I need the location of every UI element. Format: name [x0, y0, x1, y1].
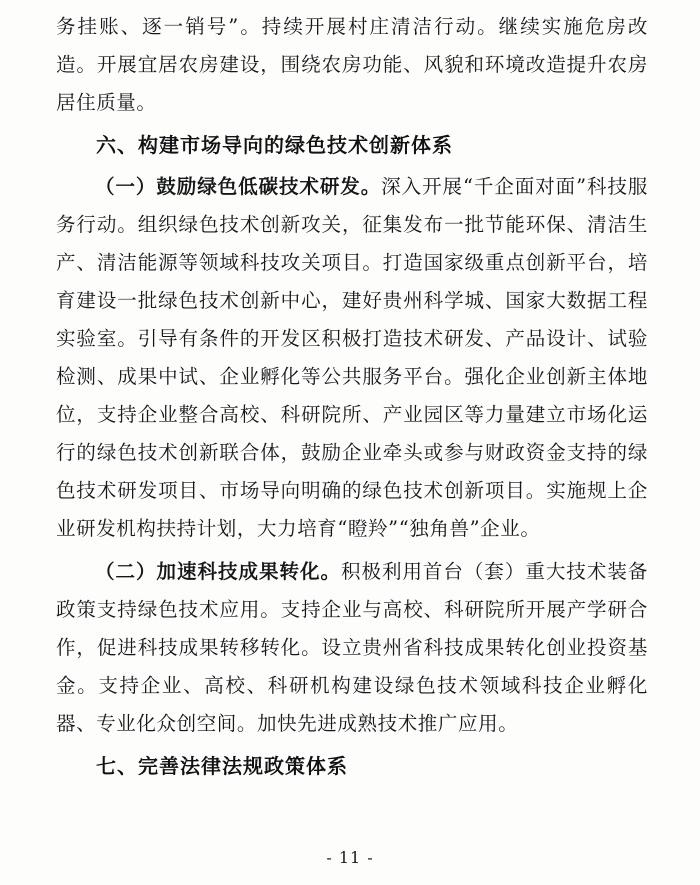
paragraph-item-two: [56, 553, 648, 743]
paragraph-item-one: [56, 168, 648, 548]
section-heading-seven: 七、完善法律法规政策体系: [96, 754, 348, 778]
paragraph-item-two-text: 积极利用首台（套）重大技术装备政策支持绿色技术应用。支持企业与高校、科研院所开展产学研合作，促进科技成果转移转化。设立贵州省科技成果转化创业投资基金。支持企业、高校、科研机构建设绿色技术领域科技企业孵化器、专业化众创空间。加快先进成熟技术推广应用。: [56, 560, 648, 735]
section-heading-six: 六、构建市场导向的绿色技术创新体系: [96, 133, 453, 157]
paragraph-item-two-lead: （二）加速科技成果转化。: [95, 560, 341, 583]
paragraph-item-one-lead: （一）鼓励绿色低碳技术研发。: [95, 175, 382, 198]
paragraph-item-one-text: 深入开展“千企面对面”科技服务行动。组织绿色技术创新攻关，征集发布一批节能环保、清洁生产、清洁能源等领域科技攻关项目。打造国家级重点创新平台，培育建设一批绿色技术创新中心，建好贵州科学城、国家大数据工程实验室。引导有条件的开发区积极打造技术研发、产品设计、试验检测、成果中试、企业孵化等公共服务平台。强化企业创新主体地位，支持企业整合高校、科研院所、产业园区等力量建立市场化运行的绿色技术创新联合体，鼓励企业牵头或参与财政资金支持的绿色技术研发项目、市场导向明确的绿色技术创新项目。实施规上企业研发机构扶持计划，大力培育“瞪羚”“独角兽”企业。: [56, 175, 648, 540]
page-number: - 11 -: [326, 848, 374, 867]
document-body: [56, 8, 648, 786]
paragraph-continued-top: 务挂账、逐一销号”。持续开展村庄清洁行动。继续实施危房改造。开展宜居农房建设，围绕农房功能、风貌和环境改造提升农房居住质量。: [56, 15, 648, 114]
